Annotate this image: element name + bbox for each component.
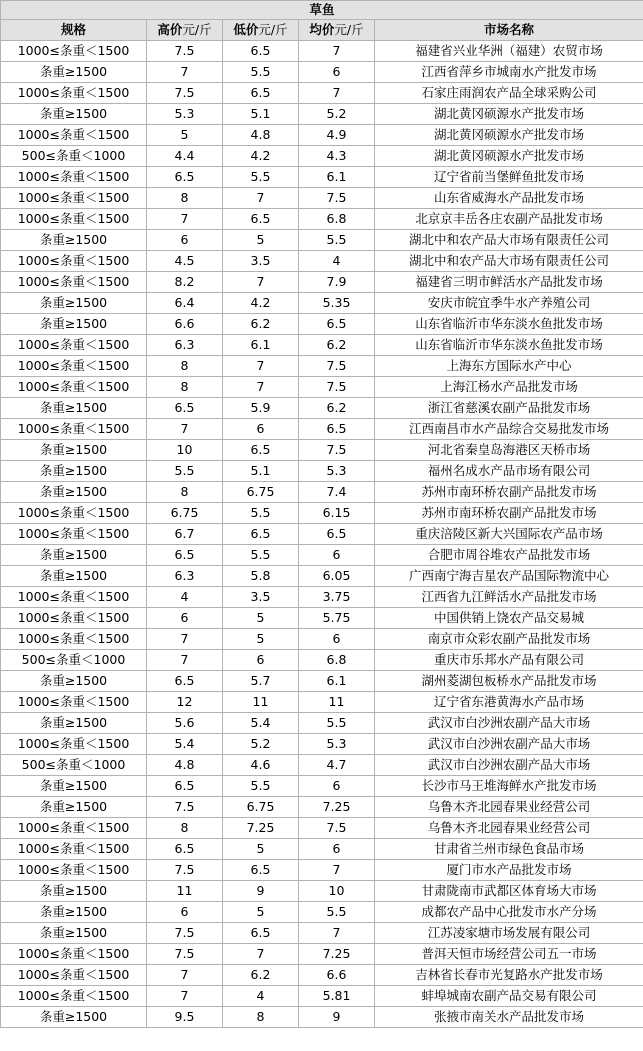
cell-avg: 4: [299, 251, 375, 272]
cell-spec: 条重≥1500: [1, 881, 147, 902]
cell-high: 5: [147, 125, 223, 146]
header-high-unit: 元/斤: [182, 22, 212, 37]
table-row: [1, 839, 643, 860]
table-row: [1, 146, 643, 167]
cell-high: 6.5: [147, 839, 223, 860]
cell-high: 7.5: [147, 83, 223, 104]
cell-market: 上海东方国际水产中心: [375, 356, 643, 377]
cell-spec: 1000≤条重＜1500: [1, 587, 147, 608]
cell-market: 武汉市白沙洲农副产品大市场: [375, 755, 643, 776]
table-row: [1, 734, 643, 755]
cell-high: 7.5: [147, 944, 223, 965]
cell-market: 山东省临沂市华东淡水鱼批发市场: [375, 314, 643, 335]
cell-avg: 9: [299, 1007, 375, 1028]
cell-avg: 6: [299, 629, 375, 650]
cell-spec: 1000≤条重＜1500: [1, 251, 147, 272]
cell-low: 8: [223, 1007, 299, 1028]
table-row: [1, 986, 643, 1007]
cell-low: 4.2: [223, 146, 299, 167]
cell-high: 7.5: [147, 923, 223, 944]
table-row: [1, 692, 643, 713]
cell-high: 6.5: [147, 167, 223, 188]
cell-market: 中国供销上饶农产品交易城: [375, 608, 643, 629]
cell-avg: 6.8: [299, 650, 375, 671]
cell-low: 6.1: [223, 335, 299, 356]
cell-market: 湖北黄冈硕源水产批发市场: [375, 125, 643, 146]
cell-market: 甘肃省兰州市绿色食品市场: [375, 839, 643, 860]
cell-low: 7: [223, 272, 299, 293]
cell-spec: 1000≤条重＜1500: [1, 692, 147, 713]
cell-high: 8: [147, 188, 223, 209]
cell-market: 福建省兴业华洲（福建）农贸市场: [375, 41, 643, 62]
table-row: [1, 293, 643, 314]
cell-avg: 5.35: [299, 293, 375, 314]
cell-spec: 1000≤条重＜1500: [1, 167, 147, 188]
cell-market: 张掖市南关水产品批发市场: [375, 1007, 643, 1028]
cell-avg: 6: [299, 62, 375, 83]
cell-spec: 1000≤条重＜1500: [1, 377, 147, 398]
table-row: [1, 41, 643, 62]
table-row: [1, 419, 643, 440]
cell-high: 6.5: [147, 545, 223, 566]
cell-high: 7.5: [147, 860, 223, 881]
cell-market: 武汉市白沙洲农副产品大市场: [375, 713, 643, 734]
table-row: [1, 356, 643, 377]
cell-market: 蚌埠城南农副产品交易有限公司: [375, 986, 643, 1007]
cell-low: 5: [223, 629, 299, 650]
cell-low: 11: [223, 692, 299, 713]
cell-spec: 条重≥1500: [1, 713, 147, 734]
cell-spec: 500≤条重＜1000: [1, 146, 147, 167]
cell-low: 7: [223, 377, 299, 398]
cell-low: 3.5: [223, 251, 299, 272]
cell-low: 6.2: [223, 314, 299, 335]
header-avg: 均价元/斤: [299, 20, 375, 41]
cell-high: 9.5: [147, 1007, 223, 1028]
table-row: [1, 944, 643, 965]
cell-low: 5: [223, 230, 299, 251]
cell-spec: 1000≤条重＜1500: [1, 83, 147, 104]
cell-avg: 5.81: [299, 986, 375, 1007]
cell-avg: 5.5: [299, 230, 375, 251]
cell-avg: 7: [299, 860, 375, 881]
cell-high: 8: [147, 482, 223, 503]
cell-spec: 1000≤条重＜1500: [1, 818, 147, 839]
cell-spec: 1000≤条重＜1500: [1, 986, 147, 1007]
cell-market: 江西省萍乡市城南水产批发市场: [375, 62, 643, 83]
cell-low: 5.5: [223, 167, 299, 188]
cell-high: 5.6: [147, 713, 223, 734]
cell-avg: 10: [299, 881, 375, 902]
cell-high: 4: [147, 587, 223, 608]
cell-spec: 条重≥1500: [1, 104, 147, 125]
table-row: [1, 545, 643, 566]
table-row: [1, 125, 643, 146]
cell-avg: 5.2: [299, 104, 375, 125]
cell-high: 6.6: [147, 314, 223, 335]
cell-market: 普洱天恒市场经营公司五一市场: [375, 944, 643, 965]
cell-high: 11: [147, 881, 223, 902]
cell-market: 湖州菱湖包板桥水产品批发市场: [375, 671, 643, 692]
cell-avg: 6.05: [299, 566, 375, 587]
cell-spec: 条重≥1500: [1, 1007, 147, 1028]
table-row: [1, 314, 643, 335]
cell-avg: 6.2: [299, 335, 375, 356]
header-spec: 规格: [1, 20, 147, 41]
cell-high: 7.5: [147, 41, 223, 62]
cell-market: 北京京丰岳各庄农副产品批发市场: [375, 209, 643, 230]
cell-low: 4.2: [223, 293, 299, 314]
cell-high: 10: [147, 440, 223, 461]
table-row: [1, 272, 643, 293]
cell-low: 5.2: [223, 734, 299, 755]
cell-avg: 4.3: [299, 146, 375, 167]
cell-high: 4.5: [147, 251, 223, 272]
cell-high: 4.8: [147, 755, 223, 776]
cell-avg: 7: [299, 83, 375, 104]
table-row: [1, 755, 643, 776]
cell-market: 安庆市皖宜季牛水产养殖公司: [375, 293, 643, 314]
cell-spec: 1000≤条重＜1500: [1, 356, 147, 377]
cell-high: 7: [147, 629, 223, 650]
table-row: [1, 965, 643, 986]
cell-avg: 3.75: [299, 587, 375, 608]
table-row: [1, 104, 643, 125]
table-row: [1, 188, 643, 209]
cell-market: 上海江杨水产品批发市场: [375, 377, 643, 398]
cell-low: 6.5: [223, 41, 299, 62]
cell-market: 山东省临沂市华东淡水鱼批发市场: [375, 335, 643, 356]
cell-low: 6.5: [223, 209, 299, 230]
cell-avg: 7: [299, 923, 375, 944]
table-row: [1, 923, 643, 944]
table-row: [1, 608, 643, 629]
cell-high: 8: [147, 377, 223, 398]
cell-high: 7.5: [147, 797, 223, 818]
cell-market: 甘肃陇南市武都区体育场大市场: [375, 881, 643, 902]
cell-avg: 6: [299, 839, 375, 860]
cell-low: 5: [223, 902, 299, 923]
cell-spec: 条重≥1500: [1, 482, 147, 503]
cell-avg: 6: [299, 545, 375, 566]
cell-spec: 条重≥1500: [1, 62, 147, 83]
cell-avg: 7.5: [299, 188, 375, 209]
cell-low: 5.8: [223, 566, 299, 587]
header-avg-unit: 元/斤: [334, 22, 364, 37]
cell-avg: 5.5: [299, 713, 375, 734]
cell-avg: 5.75: [299, 608, 375, 629]
cell-avg: 7.5: [299, 818, 375, 839]
cell-spec: 1000≤条重＜1500: [1, 944, 147, 965]
table-row: [1, 776, 643, 797]
cell-spec: 条重≥1500: [1, 545, 147, 566]
cell-market: 重庆涪陵区新大兴国际农产品市场: [375, 524, 643, 545]
header-row: [1, 20, 643, 41]
cell-market: 湖北中和农产品大市场有限责任公司: [375, 230, 643, 251]
cell-market: 江苏凌家塘市场发展有限公司: [375, 923, 643, 944]
cell-spec: 条重≥1500: [1, 797, 147, 818]
cell-avg: 7: [299, 41, 375, 62]
cell-market: 重庆市乐邦水产品有限公司: [375, 650, 643, 671]
table-row: [1, 230, 643, 251]
table-row: [1, 860, 643, 881]
cell-spec: 1000≤条重＜1500: [1, 608, 147, 629]
cell-avg: 6.6: [299, 965, 375, 986]
cell-avg: 7.25: [299, 797, 375, 818]
cell-low: 4.8: [223, 125, 299, 146]
cell-low: 4: [223, 986, 299, 1007]
cell-market: 浙江省慈溪农副产品批发市场: [375, 398, 643, 419]
cell-avg: 6.5: [299, 419, 375, 440]
cell-market: 合肥市周谷堆农产品批发市场: [375, 545, 643, 566]
cell-avg: 7.5: [299, 377, 375, 398]
cell-market: 南京市众彩农副产品批发市场: [375, 629, 643, 650]
cell-high: 8: [147, 356, 223, 377]
cell-avg: 6.1: [299, 167, 375, 188]
cell-spec: 条重≥1500: [1, 398, 147, 419]
cell-low: 5: [223, 839, 299, 860]
table-row: [1, 503, 643, 524]
cell-high: 4.4: [147, 146, 223, 167]
cell-high: 8: [147, 818, 223, 839]
cell-spec: 1000≤条重＜1500: [1, 965, 147, 986]
cell-market: 乌鲁木齐北园春果业经营公司: [375, 797, 643, 818]
cell-low: 7: [223, 356, 299, 377]
cell-low: 5.1: [223, 104, 299, 125]
cell-high: 7: [147, 650, 223, 671]
cell-high: 6: [147, 902, 223, 923]
table-row: [1, 335, 643, 356]
cell-low: 4.6: [223, 755, 299, 776]
table-title: 草鱼: [1, 1, 643, 20]
cell-spec: 1000≤条重＜1500: [1, 734, 147, 755]
table-row: [1, 482, 643, 503]
cell-low: 5.9: [223, 398, 299, 419]
cell-avg: 4.9: [299, 125, 375, 146]
header-high: 高价元/斤: [147, 20, 223, 41]
cell-market: 山东省威海水产品批发市场: [375, 188, 643, 209]
cell-low: 5: [223, 608, 299, 629]
table-row: [1, 902, 643, 923]
cell-high: 6: [147, 608, 223, 629]
cell-avg: 11: [299, 692, 375, 713]
cell-low: 7: [223, 188, 299, 209]
cell-market: 江西省九江鲜活水产品批发市场: [375, 587, 643, 608]
cell-high: 8.2: [147, 272, 223, 293]
cell-high: 12: [147, 692, 223, 713]
cell-spec: 条重≥1500: [1, 566, 147, 587]
cell-high: 6.5: [147, 776, 223, 797]
cell-high: 7: [147, 209, 223, 230]
cell-spec: 1000≤条重＜1500: [1, 188, 147, 209]
cell-low: 5.1: [223, 461, 299, 482]
cell-high: 7: [147, 965, 223, 986]
cell-spec: 1000≤条重＜1500: [1, 272, 147, 293]
table-row: [1, 377, 643, 398]
cell-high: 6: [147, 230, 223, 251]
cell-market: 湖北中和农产品大市场有限责任公司: [375, 251, 643, 272]
table-row: [1, 461, 643, 482]
cell-avg: 7.5: [299, 356, 375, 377]
cell-avg: 5.3: [299, 461, 375, 482]
table-title-row: [1, 1, 643, 20]
cell-high: 5.5: [147, 461, 223, 482]
cell-low: 5.5: [223, 545, 299, 566]
cell-spec: 条重≥1500: [1, 293, 147, 314]
cell-avg: 6.1: [299, 671, 375, 692]
cell-high: 6.5: [147, 398, 223, 419]
cell-spec: 条重≥1500: [1, 314, 147, 335]
cell-avg: 6.15: [299, 503, 375, 524]
table-row: [1, 629, 643, 650]
cell-high: 5.4: [147, 734, 223, 755]
cell-spec: 1000≤条重＜1500: [1, 503, 147, 524]
cell-low: 6: [223, 419, 299, 440]
cell-high: 5.3: [147, 104, 223, 125]
cell-low: 6: [223, 650, 299, 671]
cell-market: 湖北黄冈硕源水产批发市场: [375, 146, 643, 167]
cell-market: 乌鲁木齐北园春果业经营公司: [375, 818, 643, 839]
cell-avg: 7.25: [299, 944, 375, 965]
cell-spec: 条重≥1500: [1, 776, 147, 797]
table-row: [1, 650, 643, 671]
cell-market: 石家庄雨润农产品全球采购公司: [375, 83, 643, 104]
cell-spec: 条重≥1500: [1, 440, 147, 461]
cell-spec: 条重≥1500: [1, 671, 147, 692]
cell-market: 成都农产品中心批发市水产分场: [375, 902, 643, 923]
cell-high: 6.3: [147, 566, 223, 587]
cell-spec: 条重≥1500: [1, 461, 147, 482]
table-row: [1, 671, 643, 692]
cell-spec: 1000≤条重＜1500: [1, 125, 147, 146]
cell-low: 5.5: [223, 62, 299, 83]
cell-market: 河北省秦皇岛海港区天桥市场: [375, 440, 643, 461]
header-low: 低价元/斤: [223, 20, 299, 41]
cell-avg: 6.5: [299, 314, 375, 335]
cell-market: 吉林省长春市光复路水产批发市场: [375, 965, 643, 986]
cell-low: 5.7: [223, 671, 299, 692]
header-market: 市场名称: [375, 20, 643, 41]
table-row: [1, 251, 643, 272]
cell-spec: 条重≥1500: [1, 923, 147, 944]
cell-spec: 1000≤条重＜1500: [1, 335, 147, 356]
table-row: [1, 797, 643, 818]
cell-low: 5.5: [223, 503, 299, 524]
table-row: [1, 398, 643, 419]
cell-avg: 4.7: [299, 755, 375, 776]
cell-low: 6.5: [223, 524, 299, 545]
cell-high: 6.7: [147, 524, 223, 545]
cell-high: 6.5: [147, 671, 223, 692]
cell-avg: 6.2: [299, 398, 375, 419]
table-row: [1, 524, 643, 545]
cell-low: 7: [223, 944, 299, 965]
cell-low: 9: [223, 881, 299, 902]
cell-avg: 6.8: [299, 209, 375, 230]
table-row: [1, 83, 643, 104]
cell-low: 3.5: [223, 587, 299, 608]
cell-market: 苏州市南环桥农副产品批发市场: [375, 482, 643, 503]
cell-low: 6.5: [223, 923, 299, 944]
table-row: [1, 62, 643, 83]
table-row: [1, 566, 643, 587]
cell-spec: 1000≤条重＜1500: [1, 860, 147, 881]
table-row: [1, 440, 643, 461]
cell-avg: 5.3: [299, 734, 375, 755]
cell-low: 5.5: [223, 776, 299, 797]
cell-market: 苏州市南环桥农副产品批发市场: [375, 503, 643, 524]
cell-high: 6.75: [147, 503, 223, 524]
cell-high: 7: [147, 419, 223, 440]
cell-high: 7: [147, 62, 223, 83]
cell-spec: 1000≤条重＜1500: [1, 41, 147, 62]
cell-avg: 7.5: [299, 440, 375, 461]
cell-market: 武汉市白沙洲农副产品大市场: [375, 734, 643, 755]
cell-high: 7: [147, 986, 223, 1007]
table-row: [1, 587, 643, 608]
cell-spec: 1000≤条重＜1500: [1, 524, 147, 545]
cell-spec: 500≤条重＜1000: [1, 650, 147, 671]
table-row: [1, 209, 643, 230]
cell-avg: 7.9: [299, 272, 375, 293]
cell-market: 辽宁省前当堡鲜鱼批发市场: [375, 167, 643, 188]
table-row: [1, 1007, 643, 1028]
cell-market: 长沙市马王堆海鲜水产批发市场: [375, 776, 643, 797]
cell-low: 6.5: [223, 860, 299, 881]
header-low-unit: 元/斤: [258, 22, 288, 37]
cell-spec: 500≤条重＜1000: [1, 755, 147, 776]
cell-low: 6.5: [223, 440, 299, 461]
cell-spec: 1000≤条重＜1500: [1, 209, 147, 230]
cell-avg: 6.5: [299, 524, 375, 545]
cell-spec: 1000≤条重＜1500: [1, 839, 147, 860]
cell-spec: 1000≤条重＜1500: [1, 629, 147, 650]
cell-low: 6.75: [223, 797, 299, 818]
cell-avg: 6: [299, 776, 375, 797]
cell-low: 6.2: [223, 965, 299, 986]
cell-market: 广西南宁海吉星农产品国际物流中心: [375, 566, 643, 587]
cell-high: 6.3: [147, 335, 223, 356]
table-row: [1, 818, 643, 839]
table-row: [1, 881, 643, 902]
cell-low: 5.4: [223, 713, 299, 734]
cell-market: 江西南昌市水产品综合交易批发市场: [375, 419, 643, 440]
cell-market: 福建省三明市鲜活水产品批发市场: [375, 272, 643, 293]
cell-avg: 5.5: [299, 902, 375, 923]
cell-spec: 条重≥1500: [1, 230, 147, 251]
cell-low: 6.75: [223, 482, 299, 503]
table-row: [1, 713, 643, 734]
cell-spec: 1000≤条重＜1500: [1, 419, 147, 440]
cell-low: 7.25: [223, 818, 299, 839]
cell-market: 辽宁省东港黄海水产品市场: [375, 692, 643, 713]
table-row: [1, 167, 643, 188]
cell-avg: 7.4: [299, 482, 375, 503]
cell-high: 6.4: [147, 293, 223, 314]
cell-market: 福州名成水产品市场有限公司: [375, 461, 643, 482]
cell-low: 6.5: [223, 83, 299, 104]
cell-spec: 条重≥1500: [1, 902, 147, 923]
cell-market: 湖北黄冈硕源水产批发市场: [375, 104, 643, 125]
cell-market: 厦门市水产品批发市场: [375, 860, 643, 881]
